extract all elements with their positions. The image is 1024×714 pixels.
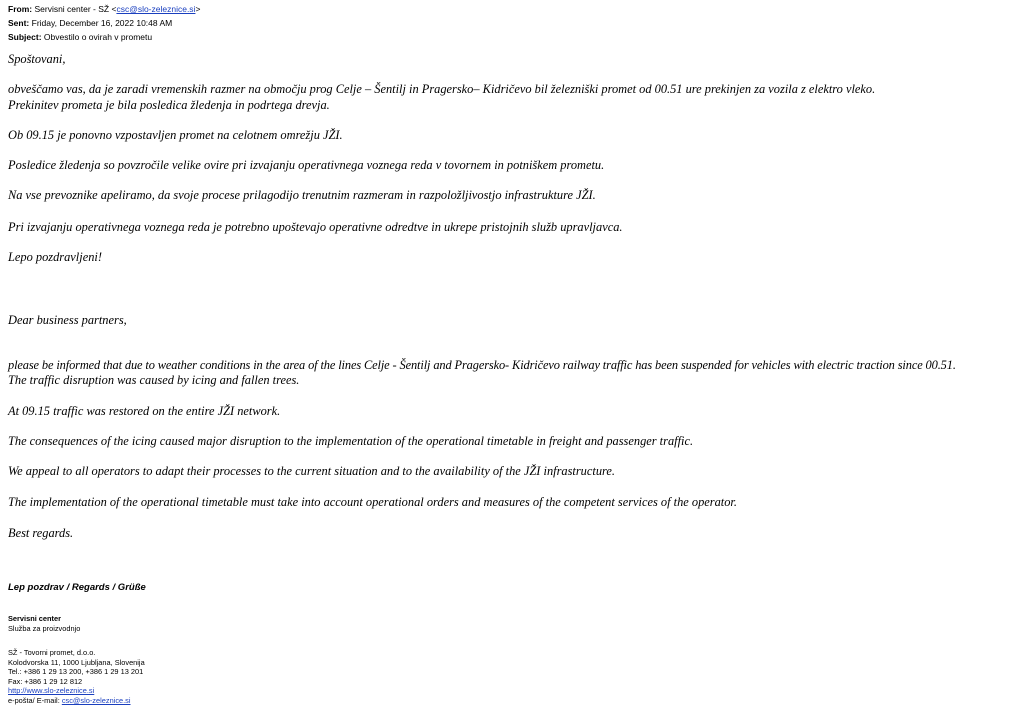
signature-department: Servisni center — [8, 614, 61, 623]
sent-row — [8, 16, 200, 30]
signature-website-link[interactable]: http://www.slo-zeleznice.si — [8, 686, 95, 696]
slovene-paragraph-1-line-2: Prekinitev prometa je bila posledica žledenja in podrtega drevja. — [8, 98, 330, 112]
english-paragraph-4: We appeal to all operators to adapt their processes to the current situation and to the availability of the JŽI infrastructure. — [8, 464, 615, 478]
english-paragraph-2: At 09.15 traffic was restored on the entire JŽI network. — [8, 404, 281, 418]
english-paragraph-5: The implementation of the operational timetable must take into account operational orders and measures of the competent services of the operator. — [8, 495, 737, 509]
from-label: From: — [8, 4, 33, 14]
english-greeting: Dear business partners, — [8, 313, 127, 327]
slovene-paragraph-4: Na vse prevoznike apeliramo, da svoje procese prilagodijo trenutnim razmeram in razpoložljivostjo infrastrukture JŽI. — [8, 188, 596, 202]
slovene-paragraph-2: Ob 09.15 je ponovno vzpostavljen promet na celotnem omrežju JŽI. — [8, 128, 343, 142]
signature-company: SŽ - Tovorni promet, d.o.o. — [8, 648, 96, 657]
slovene-paragraph-1-line-1: obveščamo vas, da je zaradi vremenskih razmer na območju prog Celje – Šentilj in Pragersko– Kidričevo bil železniški promet od 00.51 ure prekinjen za vozila z elektro vleko. — [8, 82, 876, 96]
from-name: Servisni center - SŽ < — [34, 4, 117, 14]
english-paragraph-1-line-1: please be informed that due to weather conditions in the area of the lines Celje - Šentilj and Pragersko- Kidričevo railway traffic has been suspended for vehicles with electric traction since 00.51. — [8, 358, 956, 372]
signature-fax: Fax: +386 1 29 12 812 — [8, 676, 83, 686]
subject-row — [8, 30, 200, 44]
signature-contact — [8, 648, 145, 706]
signature-unit: Služba za proizvodnjo — [8, 623, 81, 633]
english-paragraph-3: The consequences of the icing caused major disruption to the implementation of the operational timetable in freight and passenger traffic. — [8, 434, 694, 448]
signature-block — [8, 614, 80, 633]
slovene-closing: Lepo pozdravljeni! — [8, 250, 102, 264]
signature-phone: Tel.: +386 1 29 13 200, +386 1 29 13 201 — [8, 667, 144, 677]
english-paragraph-1-line-2: The traffic disruption was caused by icing and fallen trees. — [8, 373, 300, 387]
slovene-paragraph-3: Posledice žledenja so povzročile velike ovire pri izvajanju operativnega voznega reda v tovornem in potniškem prometu. — [8, 158, 605, 172]
sent-value: Friday, December 16, 2022 10:48 AM — [31, 18, 173, 28]
signature-address: Kolodvorska 11, 1000 Ljubljana, Slovenija — [8, 657, 145, 667]
subject-value: Obvestilo o ovirah v prometu — [43, 32, 153, 42]
sent-label: Sent: — [8, 18, 30, 28]
subject-label: Subject: — [8, 32, 42, 42]
english-closing: Best regards. — [8, 526, 74, 540]
from-email-link[interactable]: csc@slo-zeleznice.si — [116, 4, 196, 14]
signature-email-link[interactable]: csc@slo-zeleznice.si — [61, 695, 131, 705]
from-row — [8, 2, 200, 16]
signature-email-label: e-pošta/ E-mail: — [8, 695, 62, 705]
signature-email-row — [8, 696, 145, 706]
slovene-paragraph-5: Pri izvajanju operativnega voznega reda je potrebno upoštevajo operativne odredtve in ukrepe pristojnih služb upravljavca. — [8, 220, 623, 234]
email-header — [8, 2, 200, 44]
signature-greeting: Lep pozdrav / Regards / Grüße — [8, 582, 146, 593]
from-close: > — [195, 4, 201, 14]
slovene-greeting: Spoštovani, — [8, 52, 66, 66]
